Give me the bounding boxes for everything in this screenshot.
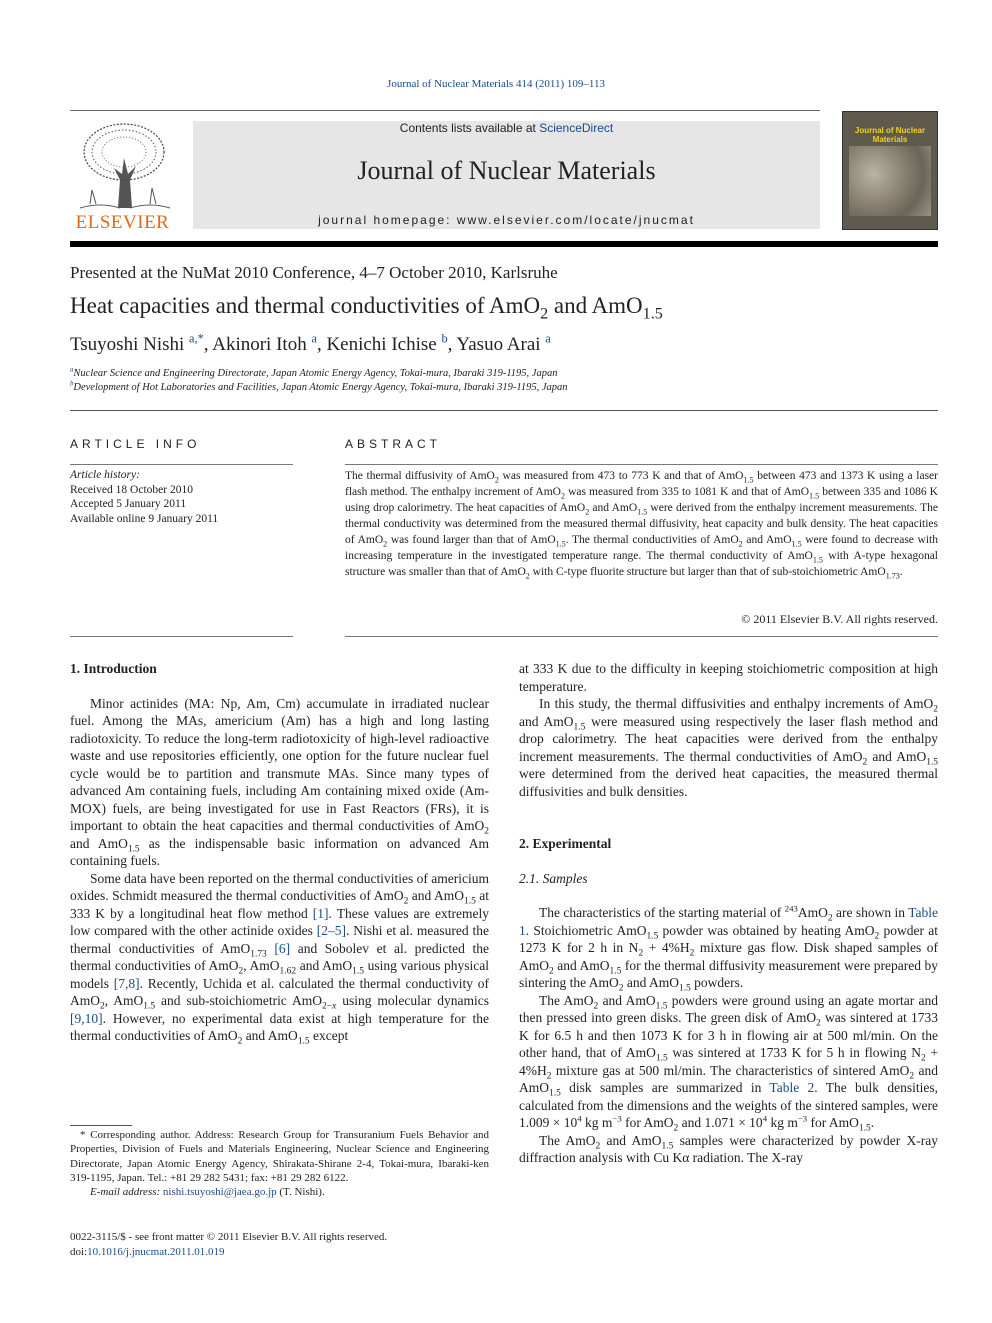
affiliation-b: $^b$Development of Hot Laboratories and Facilities, Japan Atomic Energy Agency, Tokai-mura, Ibaraki 319-1195, Japan bbox=[70, 380, 568, 393]
email-line: E-mail address: nishi.tsuyoshi@jaea.go.jp (T. Nishi). bbox=[90, 1186, 325, 1199]
issn-doi-block bbox=[70, 1230, 387, 1259]
accepted-date: Accepted 5 January 2011 bbox=[70, 498, 187, 510]
journal-homepage[interactable]: journal homepage: www.elsevier.com/locate/jnucmat bbox=[318, 213, 695, 227]
journal-citation[interactable]: Journal of Nuclear Materials 414 (2011) 109–113 bbox=[387, 78, 605, 90]
samples-paragraph-2: The AmO$_2$ and AmO$_{1.5}$ powders were ground using an agate mortar and then pressed into green disks. The green disk of AmO$_2$ was sintered at 1733 K for 6.5 h and then 1073 K for 3 h in flowing air at 500 ml/min. On the other hand, that of AmO$_{1.5}$ was sintered at 1733 K for 5 h in flowing $N_2 + 4\%H_2$ mixture gas at 500 ml/min. The characteristics of sintered AmO$_2$ and AmO$_{1.5}$ disk samples are summarized in Table 2. The bulk densities, calculated from the dimensions and the weights of the sintered samples, were $1.009 \times 10^4$ kg $m^{-3}$ for AmO$_2$ and $1.071 \times 10^4$ kg $m^{-3}$ for AmO$_{1.5}$. bbox=[519, 992, 938, 1134]
abstract-rule-top bbox=[345, 464, 938, 465]
table-2-link[interactable]: Table 2 bbox=[769, 1080, 815, 1095]
author-list: Tsuyoshi Nishi $^{a,*}$, Akinori Itoh $^a$, Kenichi Ichise $^b$, Yasuo Arai $^a$ bbox=[70, 331, 551, 355]
online-date: Available online 9 January 2011 bbox=[70, 512, 219, 525]
top-rule bbox=[70, 110, 820, 111]
corresponding-author-note: * Corresponding author. Address: Research Group for Transuranium Fuels Behavior and Properties, Division of Fuels and Materials Engineering, Nuclear Science and Engineering Directorate, Japan Atomic Energy Agency, Shirakata-Shirane 2-4, Tokai-mura, Ibaraki-ken 319-1195, Japan. Tel.: +81 29 282 5431; fax: +81 29 282 6122. bbox=[70, 1129, 489, 1184]
intro-paragraph-2: Some data have been reported on the thermal conductivities of americium oxides. Schmidt measured the thermal conductivities of AmO$_2$ and AmO$_{1.5}$ at 333 K by a longitudinal heat flow method [1]. These values are extremely low compared with the other actinide oxides [2–5]. Nishi et al. measured the thermal conductivities of AmO$_{1.73}$ [6] and Sobolev et al. predicted the thermal conductivities of AmO$_2$, AmO$_{1.62}$ and AmO$_{1.5}$ using various physical models [7,8]. Recently, Uchida et al. calculated the thermal conductivity of AmO$_2$, AmO$_{1.5}$ and sub-stoichiometric AmO$_{2-x}$ using molecular dynamics [9,10]. However, no experimental data exist at high temperature for the thermal conductivities of AmO$_2$ and AmO$_{1.5}$ except bbox=[70, 870, 490, 1047]
journal-name: Journal of Nuclear Materials bbox=[357, 156, 656, 185]
section-experimental-heading: 2. Experimental bbox=[519, 836, 612, 851]
contents-line bbox=[193, 121, 820, 135]
elsevier-wordmark: ELSEVIER bbox=[75, 212, 170, 233]
author-itoh[interactable]: , Akinori Itoh bbox=[203, 334, 312, 355]
article-history bbox=[70, 468, 293, 526]
intro-paragraph-3: In this study, the thermal diffusivities and enthalpy increments of AmO$_2$ and AmO$_{1.5}$ were measured using respectively the laser flash method and drop calorimetry. The heat capacities were derived from the enthalpy increment measurements. The thermal conductivities of AmO$_2$ and AmO$_{1.5}$ were determined from the derived heat capacities, the measured thermal diffusivities and bulk densities. bbox=[519, 696, 939, 799]
issn-line: 0022-3115/$ - see front matter © 2011 Elsevier B.V. All rights reserved. bbox=[70, 1231, 388, 1243]
article-title: Heat capacities and thermal conductivities of AmO$_2$ and AmO$_{1.5}$ bbox=[70, 293, 663, 323]
abstract-heading: ABSTRACT bbox=[345, 437, 442, 451]
author-ichise[interactable]: , Kenichi Ichise bbox=[316, 334, 442, 355]
email-link[interactable]: nishi.tsuyoshi@jaea.go.jp bbox=[162, 1186, 277, 1199]
left-column bbox=[70, 660, 489, 1045]
doi-link[interactable]: 10.1016/j.jnucmat.2011.01.019 bbox=[87, 1245, 225, 1258]
received-date: Received 18 October 2010 bbox=[70, 483, 193, 496]
cover-title: Journal of Nuclear Materials bbox=[854, 126, 926, 144]
conference-note: Presented at the NuMat 2010 Conference, 4–7 October 2010, Karlsruhe bbox=[70, 263, 558, 282]
table-1-link[interactable]: Table 1 bbox=[519, 905, 938, 938]
doi-line: doi:10.1016/j.jnucmat.2011.01.019 bbox=[70, 1245, 225, 1258]
ref-1[interactable]: [1] bbox=[312, 905, 329, 921]
samples-paragraph-1: The characteristics of the starting material of $^{243}$AmO$_2$ are shown in Table 1. Stoichiometric AmO$_{1.5}$ powder was obtained by heating AmO$_2$ powder at 1273 K for 2 h in $N_2 + 4\%H_2$ mixture gas flow. Disk shaped samples of AmO$_2$ and AmO$_{1.5}$ for the thermal diffusivity measurement were prepared by sintering the AmO$_2$ and AmO$_{1.5}$ powders. bbox=[519, 903, 939, 994]
samples-paragraph-3: The AmO$_2$ and AmO$_{1.5}$ samples were characterized by powder X-ray diffraction analysis with Cu Kα radiation. The X-ray bbox=[519, 1132, 939, 1165]
ref-9-10[interactable]: [9,10] bbox=[70, 1010, 103, 1026]
footnote-rule bbox=[70, 1125, 132, 1126]
author-arai[interactable]: , Yasuo Arai bbox=[447, 334, 546, 355]
author-nishi[interactable]: Tsuyoshi Nishi bbox=[70, 334, 190, 355]
subsection-samples-heading: 2.1. Samples bbox=[519, 870, 588, 886]
intro-paragraph-1: Minor actinides (MA: Np, Am, Cm) accumulate in irradiated nuclear fuel. Among the MAs, americium (Am) has a high and long lasting radiotoxicity. To reduce the long-term radiotoxicity of high-level radioactive waste and use repositories efficiently, one option for the future nuclear fuel cycle would be to partition and transmute MAs. Since many types of advanced Am containing fuels, including Am containing mixed oxide (Am-MOX) fuels, are being investigated for use in Fast Reactors (FRs), it is important to obtain the heat capacities and thermal conductivities of AmO$_2$ and AmO$_{1.5}$ as the indispensable basic information on advanced Am containing fuels. bbox=[70, 695, 490, 868]
sciencedirect-link[interactable]: ScienceDirect bbox=[539, 121, 614, 135]
abstract-copyright: © 2011 Elsevier B.V. All rights reserved. bbox=[741, 612, 938, 626]
section-introduction-heading: 1. Introduction bbox=[70, 661, 157, 676]
cover-image bbox=[849, 146, 931, 216]
ref-2-5[interactable]: [2–5] bbox=[316, 923, 346, 938]
article-info-heading: ARTICLE INFO bbox=[70, 437, 201, 451]
divider-rule bbox=[70, 410, 938, 411]
footnote bbox=[70, 1128, 489, 1199]
contents-prefix: Contents lists available at bbox=[399, 121, 540, 135]
ref-7-8[interactable]: [7,8] bbox=[113, 975, 140, 991]
info-rule-bottom bbox=[70, 636, 293, 637]
info-rule-top bbox=[70, 464, 293, 465]
affiliation-a: $^a$Nuclear Science and Engineering Directorate, Japan Atomic Energy Agency, Tokai-mura, Ibaraki 319-1195, Japan bbox=[70, 366, 558, 379]
history-label: Article history: bbox=[70, 469, 140, 481]
journal-cover-thumbnail bbox=[842, 111, 938, 230]
right-column bbox=[519, 660, 938, 1167]
ref-6[interactable]: [6] bbox=[274, 940, 291, 956]
abstract-rule-bottom bbox=[345, 636, 938, 637]
intro-continuation: at 333 K due to the difficulty in keeping stoichiometric composition at high temperature. bbox=[519, 661, 938, 694]
abstract-body: The thermal diffusivity of AmO$_2$ was measured from 473 to 773 K and that of AmO$_{1.5}$ between 473 and 1373 K using a laser flash method. The enthalpy increment of AmO$_2$ was measured from 335 to 1081 K and that of AmO$_{1.5}$ between 335 and 1086 K using drop calorimetry. The heat capacities of AmO$_2$ and AmO$_{1.5}$ were derived from the enthalpy increment measurements. The thermal conductivity was determined from the measured thermal diffusivity, heat capacity and bulk density. The heat capacities of AmO$_2$ was found larger than that of AmO$_{1.5}$. The thermal conductivities of AmO$_2$ and AmO$_{1.5}$ were found to decrease with increasing temperature in the investigated temperature range. The thermal conductivity of AmO$_{1.5}$ with A-type hexagonal structure was smaller than that of AmO$_2$ with C-type fluorite structure but larger than that of sub-stoichiometric AmO$_{1.73}$. bbox=[345, 470, 939, 581]
header-thick-rule bbox=[70, 241, 938, 247]
